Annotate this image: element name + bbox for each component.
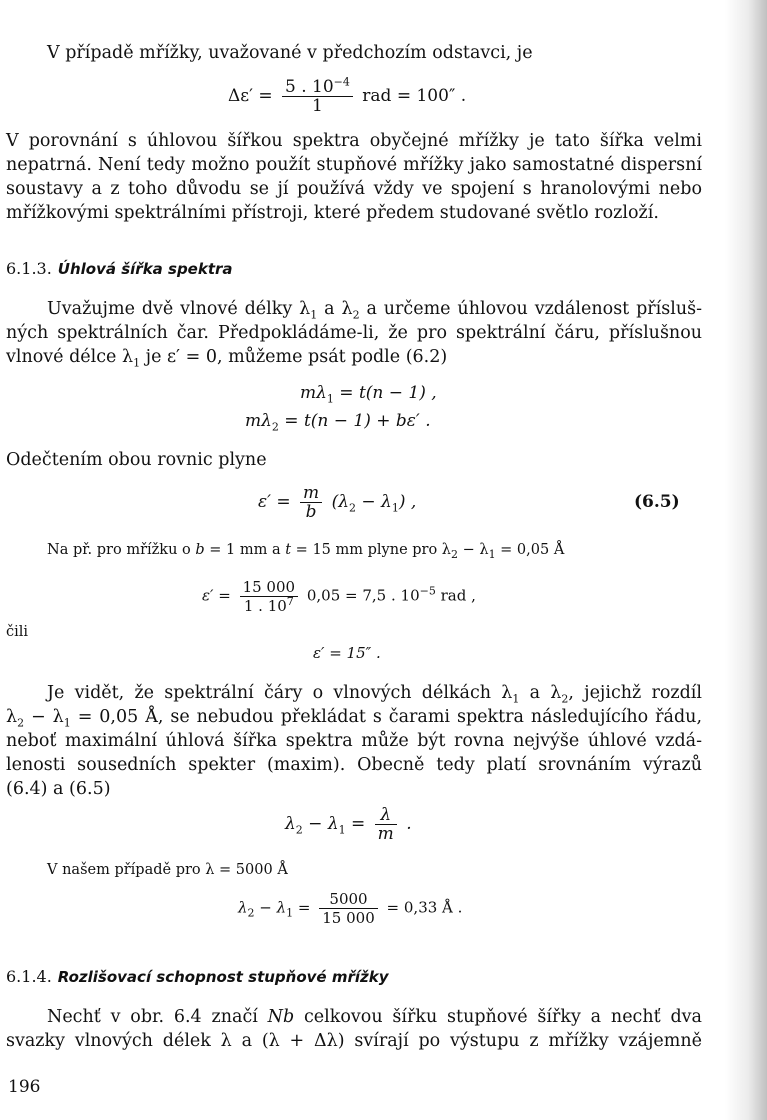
eq-delta-num: 5 . 10 bbox=[285, 77, 334, 97]
paragraph-1-line-2: nepatrná. Není tedy možno použít stupňové mřížky jako samostatné dispersní bbox=[6, 155, 702, 175]
eq-delta-rhs: rad = 100″ . bbox=[362, 86, 467, 106]
equation-result: $\lambda_2 - \lambda_1$ = $\frac{5000}{15 000}$ = 0,33 Å . bbox=[238, 890, 463, 927]
cili-label: čili bbox=[6, 624, 29, 640]
section-number: 6.1.4. bbox=[6, 967, 52, 986]
equation-number-6-5: (6.5) bbox=[634, 492, 680, 512]
equation-delta-epsilon bbox=[228, 75, 467, 116]
eq-example-num: 15 000 bbox=[240, 578, 299, 597]
paragraph-2-line-1: Uvažujme dvě vlnové délky $\lambda_1$ a $\lambda_2$ a určeme úhlovou vzdálenost přísluš- bbox=[47, 299, 703, 322]
example-line: Na př. pro mřížku o b = 1 mm a t = 15 mm plyne pro $\lambda_2 - \lambda_1 = 0,05$ Å bbox=[47, 542, 565, 561]
eq-example-den: 1 . 10 bbox=[243, 597, 287, 615]
eq-delta-den: 1 bbox=[312, 96, 323, 116]
section-title: Rozlišovací schopnost stupňové mřížky bbox=[57, 968, 389, 986]
paragraph-3-line-4: lenosti sousedních spekter (maxim). Obecně tedy platí srovnáním výrazů bbox=[6, 755, 702, 775]
paragraph-3-line-2: $\lambda_2 - \lambda_1 = 0,05$ Å, se nebudou překládat s čarami spektra následujícího řádu, bbox=[6, 707, 703, 730]
eq-result-den: 15 000 bbox=[322, 909, 375, 927]
section-title: Úhlová šířka spektra bbox=[57, 260, 233, 278]
page-number: 196 bbox=[8, 1077, 41, 1097]
nasem-line: V našem případě pro λ = 5000 Å bbox=[47, 862, 288, 878]
equation-system-line-1: $m\lambda_1 = t(n - 1)$ , bbox=[300, 383, 437, 406]
eq-delta-num-exp: −4 bbox=[333, 75, 350, 89]
odectenim-line: Odečtením obou rovnic plyne bbox=[6, 450, 267, 470]
paragraph-4-line-2: svazky vlnových délek λ a (λ + Δλ) svírají po výstupu z mřížky vzájemně bbox=[6, 1031, 702, 1051]
section-number: 6.1.3. bbox=[6, 259, 52, 278]
equation-example: ε′ = $\frac{15 000}{1 . 10^7}$ 0,05 = 7,5 . $10^{-5}$ rad , bbox=[202, 578, 476, 615]
eq-result-num: 5000 bbox=[319, 890, 378, 909]
paragraph-1-line-4: mřížkovými spektrálními přístroji, které předem studované světlo rozloží. bbox=[6, 203, 659, 223]
paragraph-1-line-1: V porovnání s úhlovou šířkou spektra obyčejné mřížky je tato šířka velmi bbox=[6, 131, 702, 151]
intro-line: V případě mřížky, uvažované v předchozím odstavci, je bbox=[47, 43, 533, 63]
paragraph-3-line-5: (6.4) a (6.5) bbox=[6, 779, 111, 799]
paragraph-4-line-1: Nechť v obr. 6.4 značí Nb celkovou šířku stupňové šířky a nechť dva bbox=[47, 1007, 702, 1027]
section-heading-6-1-3 bbox=[6, 258, 233, 280]
eq-65-den: b bbox=[305, 502, 317, 522]
paragraph-3-line-1: Je vidět, že spektrální čáry o vlnových délkách $\lambda_1$ a $\lambda_2$, jejichž rozdíl bbox=[47, 683, 702, 706]
eq-delta-fraction bbox=[282, 75, 353, 116]
eq-lambda-num: λ bbox=[375, 806, 397, 825]
equation-6-5: ε′ = $\frac{m}{b}$ $(\lambda_2 - \lambda_1)$ , bbox=[258, 483, 417, 522]
equation-system-line-2: $m\lambda_2 = t(n - 1) + b\varepsilon'$ . bbox=[245, 411, 431, 434]
section-heading-6-1-4 bbox=[6, 966, 388, 988]
paragraph-3-line-3: neboť maximální úhlová šířka spektra může být rovna nejvýše úhlové vzdá- bbox=[6, 731, 702, 751]
eq-65-num: m bbox=[300, 484, 322, 503]
paragraph-2-line-2: ných spektrálních čar. Předpokládáme-li, že pro spektrální čáru, příslušnou bbox=[6, 323, 702, 343]
eq-lambda-den: m bbox=[377, 824, 394, 844]
eq-delta-lhs: Δε′ = bbox=[228, 86, 273, 106]
page-edge-shadow bbox=[725, 0, 767, 1120]
equation-lambda-difference: $\lambda_2 - \lambda_1$ = $\frac{\lambda}{m}$ . bbox=[285, 805, 412, 844]
paragraph-2-line-3: vlnové délce $\lambda_1$ je ε′ = 0, můžeme psát podle (6.2) bbox=[6, 347, 448, 370]
equation-15-seconds: ε′ = 15″ . bbox=[313, 644, 381, 662]
paragraph-1-line-3: soustavy a z toho důvodu se jí používá vždy ve spojení s hranolovými nebo bbox=[6, 179, 702, 199]
